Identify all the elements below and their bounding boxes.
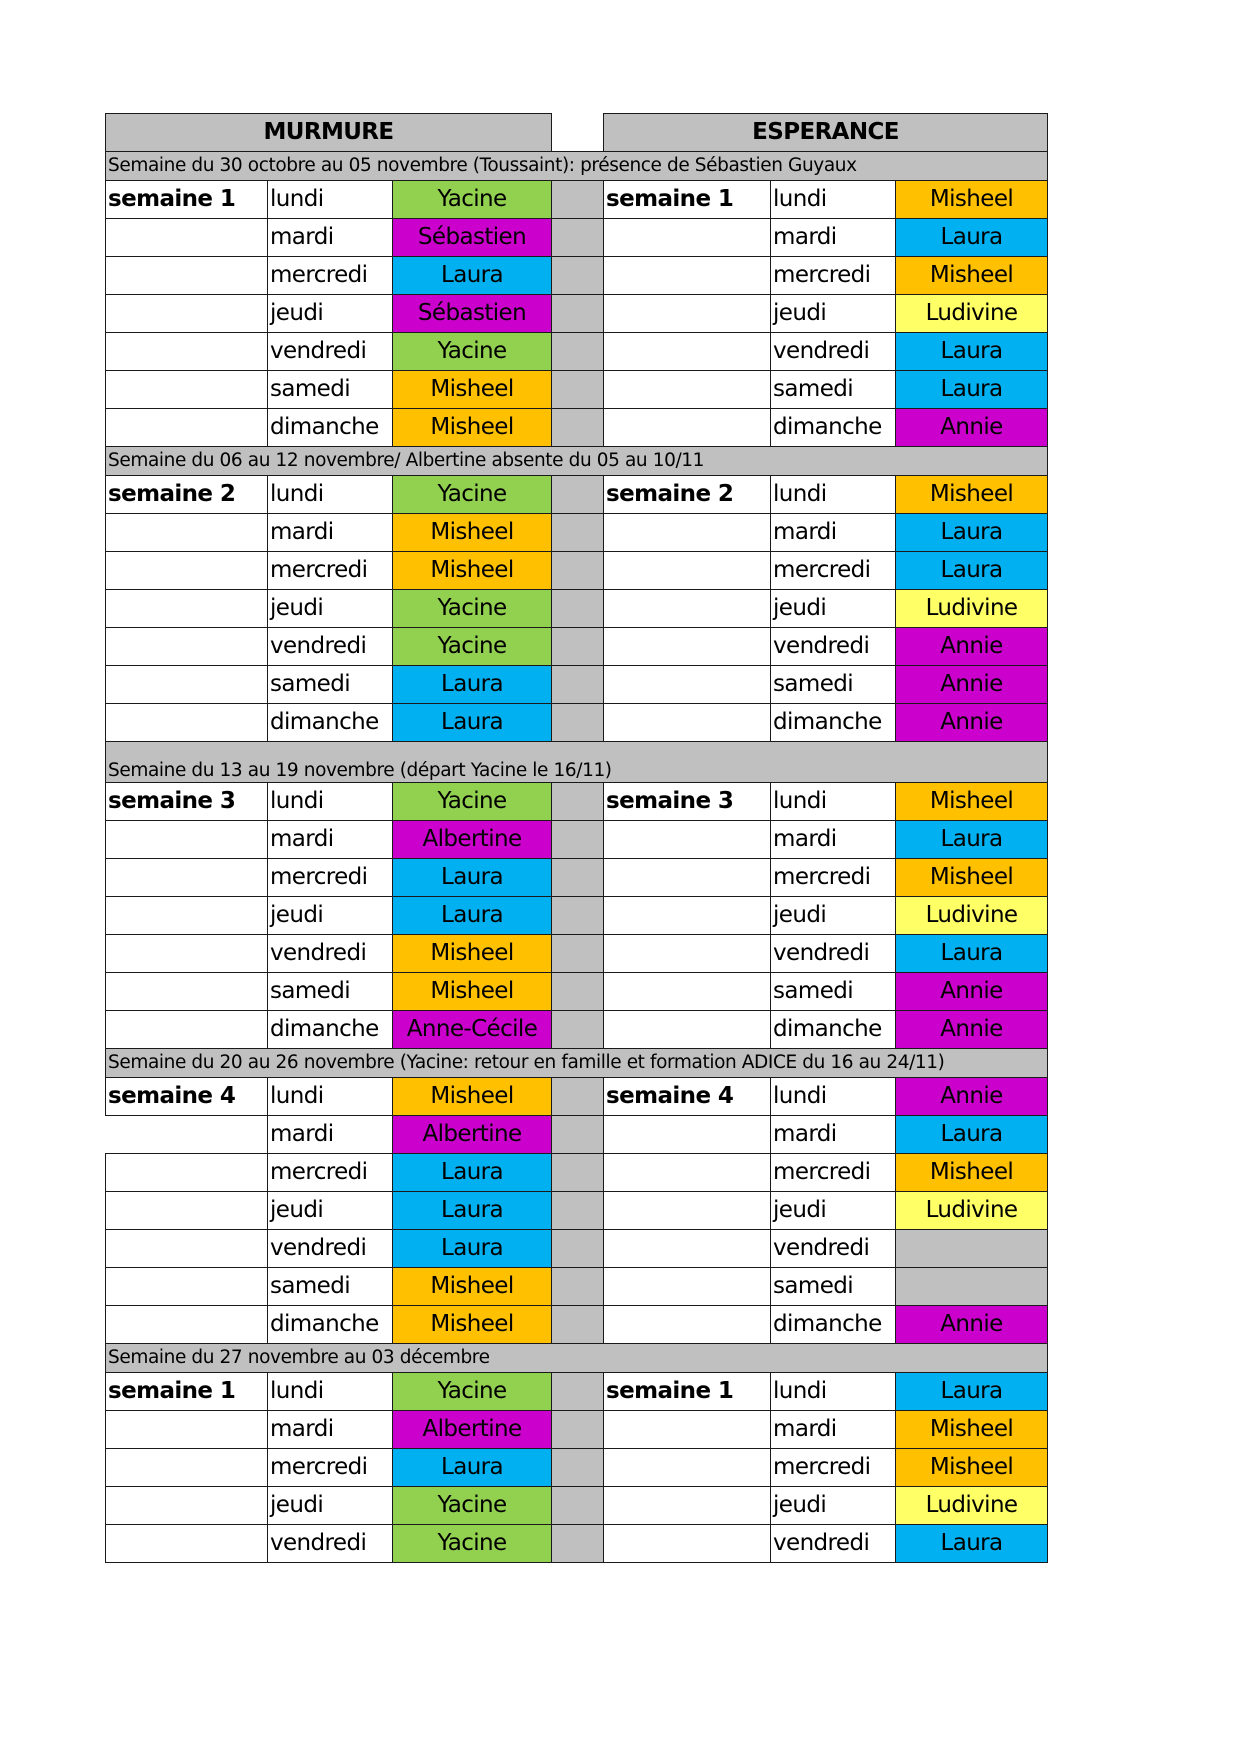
- gap-cell: [552, 666, 604, 704]
- gap-cell: [552, 1411, 604, 1449]
- header-gap: [552, 114, 604, 152]
- esperance-week-cell[interactable]: [604, 295, 771, 333]
- esperance-assignee-cell[interactable]: Laura: [896, 514, 1048, 552]
- esperance-assignee-cell[interactable]: Ludivine: [896, 590, 1048, 628]
- week-note-row: [106, 1344, 1048, 1373]
- esperance-assignee-cell[interactable]: Misheel: [896, 476, 1048, 514]
- gap-cell: [552, 371, 604, 409]
- esperance-week-cell[interactable]: [604, 1154, 771, 1192]
- murmure-week-cell[interactable]: [106, 295, 268, 333]
- gap-cell: [552, 1011, 604, 1049]
- day-row: [106, 257, 1048, 295]
- esperance-week-cell[interactable]: [604, 371, 771, 409]
- esperance-assignee-cell[interactable]: Annie: [896, 704, 1048, 742]
- murmure-assignee-cell[interactable]: Laura: [393, 704, 552, 742]
- murmure-day-cell[interactable]: mardi: [268, 1411, 393, 1449]
- murmure-day-cell[interactable]: jeudi: [268, 590, 393, 628]
- day-row: [106, 1487, 1048, 1525]
- gap-cell: [552, 1230, 604, 1268]
- esperance-week-cell[interactable]: [604, 935, 771, 973]
- murmure-week-cell[interactable]: [106, 821, 268, 859]
- murmure-assignee-cell[interactable]: Laura: [393, 859, 552, 897]
- day-row: [106, 1525, 1048, 1563]
- esperance-assignee-cell[interactable]: Ludivine: [896, 295, 1048, 333]
- murmure-assignee-cell[interactable]: Anne-Cécile: [393, 1011, 552, 1049]
- esperance-assignee-cell[interactable]: Laura: [896, 333, 1048, 371]
- day-row: [106, 219, 1048, 257]
- esperance-day-cell[interactable]: mercredi: [771, 552, 896, 590]
- gap-cell: [552, 219, 604, 257]
- gap-cell: [552, 181, 604, 219]
- esperance-assignee-cell[interactable]: Laura: [896, 552, 1048, 590]
- gap-cell: [552, 628, 604, 666]
- murmure-day-cell[interactable]: mardi: [268, 1116, 393, 1154]
- day-row: [106, 1078, 1048, 1116]
- gap-cell: [552, 859, 604, 897]
- murmure-assignee-cell[interactable]: Misheel: [393, 935, 552, 973]
- day-row: [106, 1449, 1048, 1487]
- esperance-assignee-cell[interactable]: Annie: [896, 1011, 1048, 1049]
- murmure-week-cell[interactable]: semaine 1: [106, 1373, 268, 1411]
- day-row: [106, 821, 1048, 859]
- esperance-assignee-cell[interactable]: Laura: [896, 1116, 1048, 1154]
- esperance-day-cell[interactable]: samedi: [771, 666, 896, 704]
- gap-cell: [552, 1078, 604, 1116]
- day-row: [106, 935, 1048, 973]
- esperance-week-cell[interactable]: [604, 552, 771, 590]
- murmure-week-cell[interactable]: [106, 1268, 268, 1306]
- esperance-day-cell[interactable]: mercredi: [771, 859, 896, 897]
- esperance-day-cell[interactable]: vendredi: [771, 333, 896, 371]
- murmure-assignee-cell[interactable]: Misheel: [393, 371, 552, 409]
- esperance-day-cell[interactable]: lundi: [771, 1373, 896, 1411]
- day-row: [106, 704, 1048, 742]
- murmure-day-cell[interactable]: mercredi: [268, 257, 393, 295]
- murmure-assignee-cell[interactable]: Misheel: [393, 409, 552, 447]
- gap-cell: [552, 257, 604, 295]
- murmure-day-cell[interactable]: lundi: [268, 181, 393, 219]
- esperance-week-cell[interactable]: [604, 1192, 771, 1230]
- day-row: [106, 552, 1048, 590]
- day-row: [106, 371, 1048, 409]
- murmure-assignee-cell[interactable]: Misheel: [393, 1268, 552, 1306]
- esperance-day-cell[interactable]: mercredi: [771, 1449, 896, 1487]
- murmure-week-cell[interactable]: [106, 1011, 268, 1049]
- murmure-day-cell[interactable]: jeudi: [268, 897, 393, 935]
- day-row: [106, 409, 1048, 447]
- week-note[interactable]: Semaine du 27 novembre au 03 décembre: [106, 1344, 1048, 1373]
- esperance-week-cell[interactable]: [604, 409, 771, 447]
- week-note-row: [106, 1049, 1048, 1078]
- esperance-day-cell[interactable]: lundi: [771, 181, 896, 219]
- murmure-day-cell[interactable]: mardi: [268, 821, 393, 859]
- esperance-week-cell[interactable]: [604, 590, 771, 628]
- gap-cell: [552, 1192, 604, 1230]
- esperance-week-cell[interactable]: [604, 859, 771, 897]
- week-note[interactable]: Semaine du 30 octobre au 05 novembre (Toussaint): présence de Sébastien Guyaux: [106, 152, 1048, 181]
- esperance-week-cell[interactable]: [604, 821, 771, 859]
- esperance-day-cell[interactable]: mercredi: [771, 1154, 896, 1192]
- day-row: [106, 1192, 1048, 1230]
- murmure-day-cell[interactable]: vendredi: [268, 935, 393, 973]
- schedule-sheet: [105, 113, 1047, 1563]
- day-row: [106, 1373, 1048, 1411]
- murmure-week-cell[interactable]: [106, 1487, 268, 1525]
- gap-cell: [552, 1487, 604, 1525]
- esperance-assignee-cell[interactable]: Annie: [896, 1306, 1048, 1344]
- murmure-week-cell[interactable]: [106, 897, 268, 935]
- murmure-week-cell[interactable]: [106, 666, 268, 704]
- murmure-day-cell[interactable]: jeudi: [268, 1192, 393, 1230]
- esperance-day-cell[interactable]: samedi: [771, 371, 896, 409]
- day-row: [106, 783, 1048, 821]
- gap-cell: [552, 973, 604, 1011]
- day-row: [106, 333, 1048, 371]
- murmure-assignee-cell[interactable]: Laura: [393, 1154, 552, 1192]
- esperance-assignee-cell[interactable]: Misheel: [896, 859, 1048, 897]
- esperance-day-cell[interactable]: dimanche: [771, 1011, 896, 1049]
- murmure-day-cell[interactable]: mercredi: [268, 1154, 393, 1192]
- murmure-week-cell[interactable]: [106, 1411, 268, 1449]
- day-row: [106, 1268, 1048, 1306]
- esperance-week-cell[interactable]: semaine 3: [604, 783, 771, 821]
- day-row: [106, 666, 1048, 704]
- esperance-week-cell[interactable]: [604, 1306, 771, 1344]
- murmure-day-cell[interactable]: mardi: [268, 514, 393, 552]
- murmure-assignee-cell[interactable]: Yacine: [393, 783, 552, 821]
- murmure-assignee-cell[interactable]: Yacine: [393, 590, 552, 628]
- murmure-assignee-cell[interactable]: Laura: [393, 1449, 552, 1487]
- day-row: [106, 476, 1048, 514]
- esperance-week-cell[interactable]: [604, 1487, 771, 1525]
- murmure-week-cell[interactable]: semaine 2: [106, 476, 268, 514]
- esperance-week-cell[interactable]: [604, 1525, 771, 1563]
- esperance-day-cell[interactable]: samedi: [771, 1268, 896, 1306]
- murmure-week-cell[interactable]: [106, 935, 268, 973]
- esperance-day-cell[interactable]: dimanche: [771, 704, 896, 742]
- esperance-day-cell[interactable]: vendredi: [771, 935, 896, 973]
- murmure-assignee-cell[interactable]: Laura: [393, 1230, 552, 1268]
- week-note[interactable]: Semaine du 06 au 12 novembre/ Albertine absente du 05 au 10/11: [106, 447, 1048, 476]
- esperance-week-cell[interactable]: [604, 628, 771, 666]
- esperance-week-cell[interactable]: [604, 897, 771, 935]
- murmure-day-cell[interactable]: lundi: [268, 1078, 393, 1116]
- gap-cell: [552, 935, 604, 973]
- esperance-week-cell[interactable]: [604, 1230, 771, 1268]
- esperance-day-cell[interactable]: jeudi: [771, 295, 896, 333]
- esperance-assignee-cell[interactable]: Laura: [896, 371, 1048, 409]
- week-note[interactable]: Semaine du 13 au 19 novembre (départ Yacine le 16/11): [106, 742, 1048, 783]
- murmure-assignee-cell[interactable]: Laura: [393, 666, 552, 704]
- gap-cell: [552, 1449, 604, 1487]
- murmure-day-cell[interactable]: samedi: [268, 1268, 393, 1306]
- esperance-day-cell[interactable]: mardi: [771, 821, 896, 859]
- gap-cell: [552, 704, 604, 742]
- esperance-assignee-cell[interactable]: [896, 1268, 1048, 1306]
- esperance-week-cell[interactable]: [604, 1011, 771, 1049]
- murmure-day-cell[interactable]: dimanche: [268, 1011, 393, 1049]
- esperance-day-cell[interactable]: mercredi: [771, 257, 896, 295]
- murmure-day-cell[interactable]: vendredi: [268, 1525, 393, 1563]
- murmure-week-cell[interactable]: [106, 1306, 268, 1344]
- esperance-day-cell[interactable]: vendredi: [771, 1230, 896, 1268]
- gap-cell: [552, 783, 604, 821]
- murmure-assignee-cell[interactable]: Albertine: [393, 1411, 552, 1449]
- esperance-day-cell[interactable]: mardi: [771, 1411, 896, 1449]
- week-note-row: [106, 742, 1048, 783]
- murmure-day-cell[interactable]: jeudi: [268, 1487, 393, 1525]
- murmure-assignee-cell[interactable]: Misheel: [393, 973, 552, 1011]
- esperance-day-cell[interactable]: lundi: [771, 783, 896, 821]
- gap-cell: [552, 1306, 604, 1344]
- gap-cell: [552, 476, 604, 514]
- murmure-day-cell[interactable]: vendredi: [268, 628, 393, 666]
- murmure-assignee-cell[interactable]: Albertine: [393, 1116, 552, 1154]
- murmure-week-cell[interactable]: [106, 1192, 268, 1230]
- gap-cell: [552, 1525, 604, 1563]
- murmure-assignee-cell[interactable]: Misheel: [393, 1306, 552, 1344]
- esperance-week-cell[interactable]: semaine 1: [604, 181, 771, 219]
- esperance-week-cell[interactable]: [604, 704, 771, 742]
- murmure-day-cell[interactable]: jeudi: [268, 295, 393, 333]
- esperance-assignee-cell[interactable]: Misheel: [896, 783, 1048, 821]
- esperance-week-cell[interactable]: [604, 1116, 771, 1154]
- murmure-week-cell[interactable]: [106, 859, 268, 897]
- gap-cell: [552, 1116, 604, 1154]
- week-note-row: [106, 152, 1048, 181]
- murmure-week-cell[interactable]: [106, 1230, 268, 1268]
- murmure-week-cell[interactable]: [106, 1525, 268, 1563]
- esperance-day-cell[interactable]: vendredi: [771, 628, 896, 666]
- murmure-week-cell[interactable]: [106, 1116, 268, 1154]
- murmure-assignee-cell[interactable]: Yacine: [393, 628, 552, 666]
- murmure-day-cell[interactable]: vendredi: [268, 333, 393, 371]
- murmure-day-cell[interactable]: dimanche: [268, 409, 393, 447]
- esperance-assignee-cell[interactable]: Laura: [896, 821, 1048, 859]
- esperance-week-cell[interactable]: [604, 333, 771, 371]
- esperance-day-cell[interactable]: vendredi: [771, 1525, 896, 1563]
- murmure-assignee-cell[interactable]: Misheel: [393, 1078, 552, 1116]
- header-row: [106, 114, 1048, 152]
- esperance-week-cell[interactable]: [604, 1449, 771, 1487]
- murmure-day-cell[interactable]: dimanche: [268, 1306, 393, 1344]
- gap-cell: [552, 1154, 604, 1192]
- esperance-assignee-cell[interactable]: Laura: [896, 219, 1048, 257]
- esperance-assignee-cell[interactable]: [896, 1230, 1048, 1268]
- day-row: [106, 514, 1048, 552]
- esperance-day-cell[interactable]: mardi: [771, 219, 896, 257]
- gap-cell: [552, 295, 604, 333]
- esperance-day-cell[interactable]: jeudi: [771, 590, 896, 628]
- gap-cell: [552, 821, 604, 859]
- day-row: [106, 628, 1048, 666]
- gap-cell: [552, 552, 604, 590]
- day-row: [106, 973, 1048, 1011]
- esperance-assignee-cell[interactable]: Annie: [896, 628, 1048, 666]
- day-row: [106, 295, 1048, 333]
- murmure-week-cell[interactable]: semaine 1: [106, 181, 268, 219]
- murmure-week-cell[interactable]: [106, 704, 268, 742]
- esperance-day-cell[interactable]: dimanche: [771, 1306, 896, 1344]
- murmure-day-cell[interactable]: samedi: [268, 371, 393, 409]
- murmure-week-cell[interactable]: [106, 973, 268, 1011]
- murmure-week-cell[interactable]: [106, 219, 268, 257]
- murmure-assignee-cell[interactable]: Misheel: [393, 514, 552, 552]
- esperance-assignee-cell[interactable]: Laura: [896, 1525, 1048, 1563]
- esperance-assignee-cell[interactable]: Annie: [896, 973, 1048, 1011]
- gap-cell: [552, 897, 604, 935]
- murmure-week-cell[interactable]: [106, 409, 268, 447]
- murmure-assignee-cell[interactable]: Laura: [393, 897, 552, 935]
- esperance-week-cell[interactable]: [604, 1411, 771, 1449]
- murmure-week-cell[interactable]: [106, 371, 268, 409]
- murmure-assignee-cell[interactable]: Sébastien: [393, 295, 552, 333]
- murmure-day-cell[interactable]: lundi: [268, 783, 393, 821]
- esperance-assignee-cell[interactable]: Annie: [896, 409, 1048, 447]
- murmure-week-cell[interactable]: [106, 333, 268, 371]
- murmure-day-cell[interactable]: samedi: [268, 973, 393, 1011]
- murmure-day-cell[interactable]: mercredi: [268, 1449, 393, 1487]
- day-row: [106, 859, 1048, 897]
- esperance-assignee-cell[interactable]: Laura: [896, 1373, 1048, 1411]
- day-row: [106, 1306, 1048, 1344]
- esperance-assignee-cell[interactable]: Misheel: [896, 1449, 1048, 1487]
- murmure-week-cell[interactable]: [106, 552, 268, 590]
- esperance-assignee-cell[interactable]: Laura: [896, 935, 1048, 973]
- esperance-week-cell[interactable]: semaine 4: [604, 1078, 771, 1116]
- esperance-assignee-cell[interactable]: Misheel: [896, 257, 1048, 295]
- esperance-day-cell[interactable]: jeudi: [771, 1487, 896, 1525]
- esperance-day-cell[interactable]: dimanche: [771, 409, 896, 447]
- esperance-day-cell[interactable]: jeudi: [771, 1192, 896, 1230]
- schedule-table: [105, 113, 1048, 1563]
- gap-cell: [552, 333, 604, 371]
- header-esperance[interactable]: ESPERANCE: [604, 114, 1048, 152]
- esperance-assignee-cell[interactable]: Misheel: [896, 181, 1048, 219]
- day-row: [106, 590, 1048, 628]
- day-row: [106, 897, 1048, 935]
- murmure-day-cell[interactable]: mardi: [268, 219, 393, 257]
- esperance-day-cell[interactable]: lundi: [771, 1078, 896, 1116]
- esperance-day-cell[interactable]: samedi: [771, 973, 896, 1011]
- week-note-row: [106, 447, 1048, 476]
- esperance-assignee-cell[interactable]: Ludivine: [896, 897, 1048, 935]
- day-row: [106, 1230, 1048, 1268]
- murmure-week-cell[interactable]: [106, 514, 268, 552]
- day-row: [106, 181, 1048, 219]
- day-row: [106, 1411, 1048, 1449]
- esperance-week-cell[interactable]: semaine 2: [604, 476, 771, 514]
- murmure-week-cell[interactable]: [106, 590, 268, 628]
- esperance-week-cell[interactable]: [604, 257, 771, 295]
- esperance-day-cell[interactable]: lundi: [771, 476, 896, 514]
- murmure-assignee-cell[interactable]: Sébastien: [393, 219, 552, 257]
- esperance-week-cell[interactable]: [604, 973, 771, 1011]
- esperance-week-cell[interactable]: [604, 514, 771, 552]
- day-row: [106, 1154, 1048, 1192]
- esperance-assignee-cell[interactable]: Misheel: [896, 1154, 1048, 1192]
- murmure-assignee-cell[interactable]: Laura: [393, 1192, 552, 1230]
- esperance-assignee-cell[interactable]: Annie: [896, 1078, 1048, 1116]
- murmure-day-cell[interactable]: vendredi: [268, 1230, 393, 1268]
- esperance-week-cell[interactable]: [604, 666, 771, 704]
- esperance-week-cell[interactable]: semaine 1: [604, 1373, 771, 1411]
- day-row: [106, 1116, 1048, 1154]
- gap-cell: [552, 409, 604, 447]
- gap-cell: [552, 1373, 604, 1411]
- gap-cell: [552, 514, 604, 552]
- murmure-assignee-cell[interactable]: Yacine: [393, 1373, 552, 1411]
- murmure-day-cell[interactable]: samedi: [268, 666, 393, 704]
- murmure-assignee-cell[interactable]: Yacine: [393, 333, 552, 371]
- murmure-day-cell[interactable]: lundi: [268, 1373, 393, 1411]
- murmure-day-cell[interactable]: lundi: [268, 476, 393, 514]
- murmure-assignee-cell[interactable]: Yacine: [393, 181, 552, 219]
- esperance-week-cell[interactable]: [604, 1268, 771, 1306]
- murmure-assignee-cell[interactable]: Laura: [393, 257, 552, 295]
- murmure-day-cell[interactable]: mercredi: [268, 859, 393, 897]
- murmure-week-cell[interactable]: [106, 1154, 268, 1192]
- week-note[interactable]: Semaine du 20 au 26 novembre (Yacine: retour en famille et formation ADICE du 16 au 24/11): [106, 1049, 1048, 1078]
- gap-cell: [552, 590, 604, 628]
- esperance-day-cell[interactable]: jeudi: [771, 897, 896, 935]
- murmure-week-cell[interactable]: [106, 628, 268, 666]
- esperance-assignee-cell[interactable]: Ludivine: [896, 1192, 1048, 1230]
- esperance-assignee-cell[interactable]: Misheel: [896, 1411, 1048, 1449]
- esperance-assignee-cell[interactable]: Ludivine: [896, 1487, 1048, 1525]
- murmure-week-cell[interactable]: semaine 4: [106, 1078, 268, 1116]
- esperance-assignee-cell[interactable]: Annie: [896, 666, 1048, 704]
- murmure-assignee-cell[interactable]: Yacine: [393, 476, 552, 514]
- day-row: [106, 1011, 1048, 1049]
- murmure-week-cell[interactable]: [106, 257, 268, 295]
- murmure-assignee-cell[interactable]: Misheel: [393, 552, 552, 590]
- esperance-day-cell[interactable]: mardi: [771, 514, 896, 552]
- murmure-week-cell[interactable]: [106, 1449, 268, 1487]
- murmure-day-cell[interactable]: dimanche: [268, 704, 393, 742]
- murmure-assignee-cell[interactable]: Albertine: [393, 821, 552, 859]
- murmure-assignee-cell[interactable]: Yacine: [393, 1487, 552, 1525]
- header-murmure[interactable]: MURMURE: [106, 114, 552, 152]
- esperance-week-cell[interactable]: [604, 219, 771, 257]
- murmure-assignee-cell[interactable]: Yacine: [393, 1525, 552, 1563]
- murmure-day-cell[interactable]: mercredi: [268, 552, 393, 590]
- murmure-week-cell[interactable]: semaine 3: [106, 783, 268, 821]
- esperance-day-cell[interactable]: mardi: [771, 1116, 896, 1154]
- gap-cell: [552, 1268, 604, 1306]
